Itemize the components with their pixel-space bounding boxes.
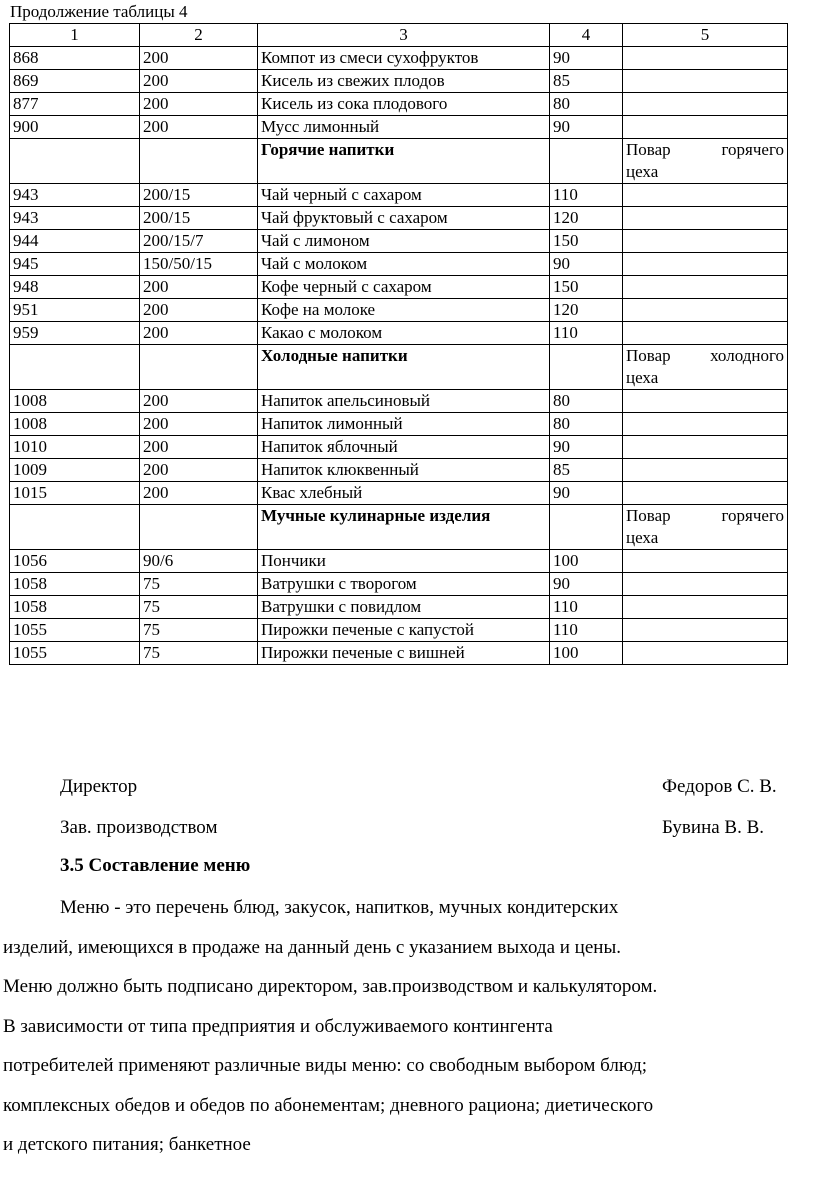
- responsible-line-1: Повар холодного: [626, 346, 784, 365]
- yield-cell: 200/15: [140, 207, 258, 230]
- responsible-line-2: цеха: [626, 162, 659, 181]
- table-row: [10, 322, 788, 345]
- section-heading: 3.5 Составление меню: [60, 855, 251, 876]
- yield-cell: 200: [140, 436, 258, 459]
- dish-name-cell: Напиток клюквенный: [258, 459, 550, 482]
- responsible-cell: [623, 276, 788, 299]
- yield-cell: 200: [140, 459, 258, 482]
- yield-cell: 75: [140, 619, 258, 642]
- table-row: [10, 207, 788, 230]
- yield-cell: 200: [140, 390, 258, 413]
- recipe-number-cell: 1008: [10, 413, 140, 436]
- responsible-cell: [623, 139, 788, 184]
- price-cell: [550, 139, 623, 184]
- price-cell: 90: [550, 482, 623, 505]
- price-cell: 110: [550, 184, 623, 207]
- price-cell: 85: [550, 459, 623, 482]
- price-cell: 100: [550, 550, 623, 573]
- responsible-cell: [623, 345, 788, 390]
- table-row: [10, 116, 788, 139]
- price-cell: 90: [550, 436, 623, 459]
- price-cell: 90: [550, 116, 623, 139]
- responsible-cell: [623, 596, 788, 619]
- responsible-cell: [623, 299, 788, 322]
- yield-cell: 200: [140, 322, 258, 345]
- responsible-cell: [623, 207, 788, 230]
- director-name: Федоров С. В.: [662, 776, 777, 797]
- responsible-cell: [623, 642, 788, 665]
- price-cell: 80: [550, 93, 623, 116]
- dish-name-cell: Пирожки печеные с капустой: [258, 619, 550, 642]
- price-cell: 80: [550, 413, 623, 436]
- code-cell: [10, 345, 140, 390]
- price-cell: 100: [550, 642, 623, 665]
- section-title: Мучные кулинарные изделия: [258, 505, 550, 550]
- recipe-number-cell: 1009: [10, 459, 140, 482]
- yield-cell: 200/15: [140, 184, 258, 207]
- paragraph-line: потребителей применяют различные виды меню: со свободным выбором блюд;: [3, 1055, 648, 1076]
- yield-cell: 200: [140, 93, 258, 116]
- yield-cell: 200: [140, 70, 258, 93]
- paragraph-line: В зависимости от типа предприятия и обслуживаемого контингента: [3, 1015, 553, 1037]
- table-row: [10, 47, 788, 70]
- recipe-number-cell: 943: [10, 184, 140, 207]
- header-cell-2: 2: [140, 24, 258, 47]
- dish-name-cell: Ватрушки с творогом: [258, 573, 550, 596]
- section-row: [10, 345, 788, 390]
- table-row: [10, 70, 788, 93]
- responsible-cell: [623, 47, 788, 70]
- table-row: [10, 436, 788, 459]
- paragraph-line: Меню - это перечень блюд, закусок, напитков, мучных кондитерских: [60, 897, 619, 918]
- code-cell: [10, 139, 140, 184]
- yield-cell: [140, 139, 258, 184]
- recipe-number-cell: 1010: [10, 436, 140, 459]
- recipe-number-cell: 948: [10, 276, 140, 299]
- responsible-line-2: цеха: [626, 528, 659, 547]
- responsible-cell: [623, 413, 788, 436]
- yield-cell: 200: [140, 299, 258, 322]
- price-cell: [550, 345, 623, 390]
- yield-cell: 75: [140, 573, 258, 596]
- responsible-cell: [623, 116, 788, 139]
- responsible-cell: [623, 619, 788, 642]
- table-row: [10, 550, 788, 573]
- responsible-line-2: цеха: [626, 368, 659, 387]
- table-row: [10, 93, 788, 116]
- price-cell: 90: [550, 47, 623, 70]
- dish-name-cell: Чай фруктовый с сахаром: [258, 207, 550, 230]
- dish-name-cell: Пончики: [258, 550, 550, 573]
- yield-cell: [140, 345, 258, 390]
- price-cell: 110: [550, 619, 623, 642]
- price-cell: 110: [550, 596, 623, 619]
- yield-cell: 90/6: [140, 550, 258, 573]
- table-row: [10, 573, 788, 596]
- dish-name-cell: Какао с молоком: [258, 322, 550, 345]
- table-row: [10, 276, 788, 299]
- dish-name-cell: Кофе черный с сахаром: [258, 276, 550, 299]
- dish-name-cell: Чай с молоком: [258, 253, 550, 276]
- recipe-number-cell: 1055: [10, 642, 140, 665]
- paragraph-line: комплексных обедов и обедов по абонементам; дневного рациона; диетического: [3, 1094, 654, 1116]
- recipe-number-cell: 1058: [10, 573, 140, 596]
- responsible-cell: [623, 459, 788, 482]
- price-cell: 85: [550, 70, 623, 93]
- header-cell-5: 5: [623, 24, 788, 47]
- yield-cell: 200: [140, 47, 258, 70]
- code-cell: [10, 505, 140, 550]
- dish-name-cell: Напиток лимонный: [258, 413, 550, 436]
- yield-cell: 200: [140, 482, 258, 505]
- dish-name-cell: Чай черный с сахаром: [258, 184, 550, 207]
- price-cell: 150: [550, 230, 623, 253]
- yield-cell: 200: [140, 116, 258, 139]
- table-row: [10, 459, 788, 482]
- header-cell-1: 1: [10, 24, 140, 47]
- table-row: [10, 642, 788, 665]
- price-cell: 150: [550, 276, 623, 299]
- yield-cell: 200: [140, 413, 258, 436]
- recipe-number-cell: 868: [10, 47, 140, 70]
- price-cell: 120: [550, 299, 623, 322]
- price-cell: 90: [550, 253, 623, 276]
- dish-name-cell: Кисель из сока плодового: [258, 93, 550, 116]
- menu-table: [9, 23, 788, 665]
- recipe-number-cell: 943: [10, 207, 140, 230]
- paragraph-line: и детского питания; банкетное: [3, 1134, 251, 1155]
- header-cell-3: 3: [258, 24, 550, 47]
- yield-cell: 200/15/7: [140, 230, 258, 253]
- recipe-number-cell: 959: [10, 322, 140, 345]
- responsible-cell: [623, 436, 788, 459]
- production-manager-name: Бувина В. В.: [662, 817, 765, 838]
- paragraph-line: Меню должно быть подписано директором, зав.производством и калькулятором.: [3, 976, 658, 997]
- paragraph-line: изделий, имеющихся в продаже на данный день с указанием выхода и цены.: [3, 936, 621, 958]
- recipe-number-cell: 1015: [10, 482, 140, 505]
- table-row: [10, 230, 788, 253]
- recipe-number-cell: 877: [10, 93, 140, 116]
- table-header-row: [10, 24, 788, 47]
- dish-name-cell: Мусс лимонный: [258, 116, 550, 139]
- yield-cell: [140, 505, 258, 550]
- yield-cell: 150/50/15: [140, 253, 258, 276]
- section-title: Холодные напитки: [258, 345, 550, 390]
- recipe-number-cell: 1056: [10, 550, 140, 573]
- body-paragraph: [0, 888, 810, 1165]
- dish-name-cell: Напиток апельсиновый: [258, 390, 550, 413]
- dish-name-cell: Ватрушки с повидлом: [258, 596, 550, 619]
- responsible-line-1: Повар горячего: [626, 140, 784, 159]
- recipe-number-cell: 951: [10, 299, 140, 322]
- responsible-cell: [623, 322, 788, 345]
- section-row: [10, 139, 788, 184]
- responsible-cell: [623, 573, 788, 596]
- recipe-number-cell: 944: [10, 230, 140, 253]
- responsible-cell: [623, 230, 788, 253]
- table-row: [10, 482, 788, 505]
- price-cell: 110: [550, 322, 623, 345]
- section-title: Горячие напитки: [258, 139, 550, 184]
- table-caption: Продолжение таблицы 4: [10, 2, 188, 21]
- table-row: [10, 596, 788, 619]
- dish-name-cell: Пирожки печеные с вишней: [258, 642, 550, 665]
- responsible-cell: [623, 184, 788, 207]
- dish-name-cell: Чай с лимоном: [258, 230, 550, 253]
- dish-name-cell: Компот из смеси сухофруктов: [258, 47, 550, 70]
- responsible-cell: [623, 550, 788, 573]
- table-row: [10, 184, 788, 207]
- responsible-cell: [623, 390, 788, 413]
- recipe-number-cell: 900: [10, 116, 140, 139]
- price-cell: 120: [550, 207, 623, 230]
- price-cell: 80: [550, 390, 623, 413]
- section-row: [10, 505, 788, 550]
- table-row: [10, 619, 788, 642]
- table-row: [10, 413, 788, 436]
- recipe-number-cell: 1008: [10, 390, 140, 413]
- responsible-cell: [623, 253, 788, 276]
- yield-cell: 75: [140, 642, 258, 665]
- table-row: [10, 390, 788, 413]
- dish-name-cell: Квас хлебный: [258, 482, 550, 505]
- price-cell: 90: [550, 573, 623, 596]
- responsible-cell: [623, 70, 788, 93]
- dish-name-cell: Напиток яблочный: [258, 436, 550, 459]
- recipe-number-cell: 945: [10, 253, 140, 276]
- responsible-cell: [623, 482, 788, 505]
- recipe-number-cell: 1055: [10, 619, 140, 642]
- responsible-cell: [623, 505, 788, 550]
- recipe-number-cell: 1058: [10, 596, 140, 619]
- price-cell: [550, 505, 623, 550]
- responsible-line-1: Повар горячего: [626, 506, 784, 525]
- recipe-number-cell: 869: [10, 70, 140, 93]
- responsible-cell: [623, 93, 788, 116]
- menu-table-body: [10, 24, 788, 665]
- dish-name-cell: Кофе на молоке: [258, 299, 550, 322]
- dish-name-cell: Кисель из свежих плодов: [258, 70, 550, 93]
- production-manager-title: Зав. производством: [60, 817, 218, 838]
- table-row: [10, 299, 788, 322]
- header-cell-4: 4: [550, 24, 623, 47]
- yield-cell: 200: [140, 276, 258, 299]
- director-title: Директор: [60, 776, 138, 797]
- table-row: [10, 253, 788, 276]
- yield-cell: 75: [140, 596, 258, 619]
